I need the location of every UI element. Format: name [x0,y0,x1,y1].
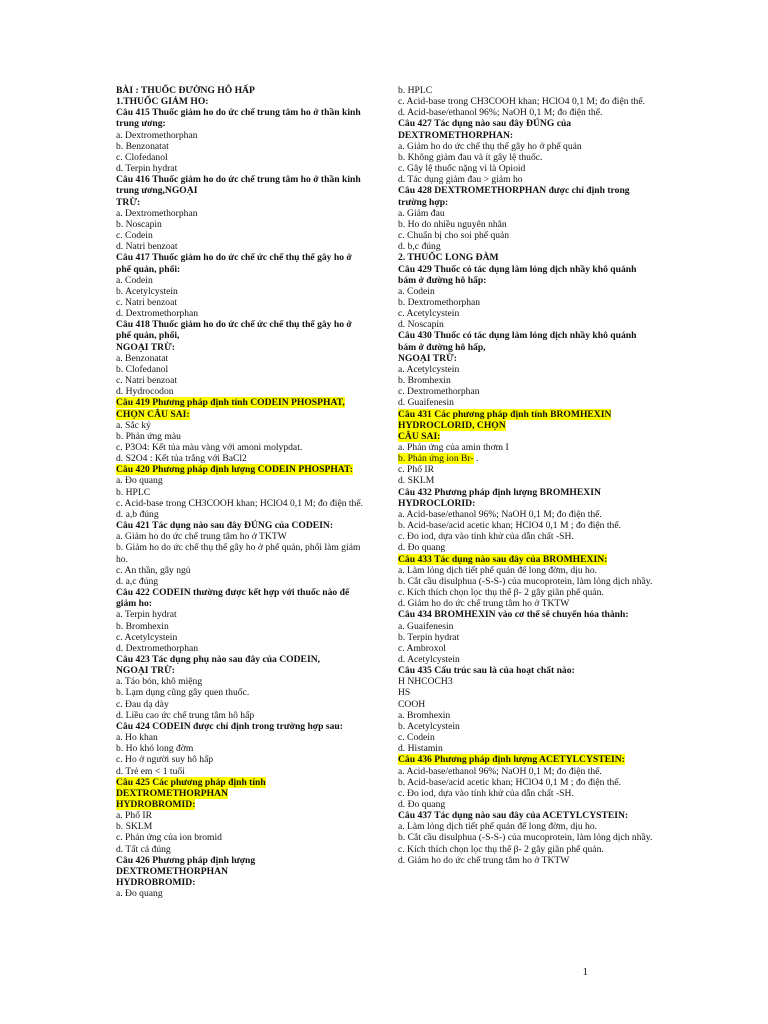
line-text: d. Acid-base/ethanol 96%; NaOH 0,1 M; đo điện thế. [398,107,603,119]
line-text: b. HPLC [116,486,151,498]
line-text: d. Tất cả đúng [116,843,171,855]
line-text: COOH [398,698,426,710]
document-line: b. Phản ứng ion Br- . [398,453,479,465]
line-text: d. Dextromethorphan [116,642,199,654]
line-text: a. Phản ứng của amin thơm I [398,442,509,453]
document-line [398,208,654,219]
document-line [398,230,654,241]
line-text: Câu 424 CODEIN được chỉ định trong trường hợp sau: [116,720,343,732]
document-line [398,832,654,843]
document-line [398,542,654,553]
question-text [116,464,368,475]
document-line [116,788,368,799]
document-line [398,174,654,185]
document-line [398,286,654,297]
document-line [116,832,368,843]
highlighted-text: Câu 433 Tác dụng nào sau đây của BROMHEXIN: [398,553,608,565]
document-line [398,397,654,408]
document-line [398,152,654,163]
question-text [116,319,368,341]
document-line [116,687,368,698]
line-text: BÀI : THUỐC ĐƯỜNG HÔ HẤP [116,85,255,96]
question-text [398,118,654,129]
line-text: b. Lạm dụng cũng gây quen thuốc. [116,687,250,699]
line-text: d. Noscapin [398,319,444,331]
highlighted-text: b. Phản ứng ion Br- [398,453,474,465]
question-text [398,487,654,509]
document-line [398,654,654,665]
line-text: d. Đo quang [398,542,446,554]
document-line [398,721,654,732]
document-line [398,632,654,643]
document-line [398,163,654,174]
line-text: c. Gây lệ thuốc nặng vì là Opioid [398,163,526,175]
document-line [116,509,368,520]
document-line [398,520,654,531]
line-text: b. Dextromethorphan [398,296,481,308]
line-text: a. Đo quang [116,475,163,487]
document-line [116,821,368,832]
document-line [398,364,654,375]
line-text: b. Cắt cầu disulphua (-S-S-) của mucoprotein, làm lỏng dịch nhầy. [398,575,653,587]
document-line [398,687,654,698]
document-line [398,442,654,453]
document-line [116,453,368,464]
line-text: d. Đo quang [398,799,446,810]
line-text: c. Ambroxol [398,642,446,654]
document-line [398,85,654,96]
line-text: a. Acetylcystein [398,363,460,375]
document-line [398,96,654,107]
line-text: c. Codein [398,732,435,744]
document-line [116,85,368,96]
document-line [398,297,654,308]
document-line [398,431,654,442]
document-line [398,219,654,230]
highlighted-text: Câu 436 Phương pháp định lượng ACETYLCYSTEIN: [398,754,625,766]
line-text: c. Natri benzoat [116,375,177,387]
line-text: b. Cắt cầu disulphua (-S-S-) của mucoprotein, làm lỏng dịch nhầy. [398,832,653,844]
document-line [116,431,368,442]
document-line [116,375,368,386]
line-text: d. Tác dụng giảm đau > giảm ho [398,174,523,186]
line-text: a. Codein [116,274,153,286]
line-text: b. Acid-base/acid acetic khan; HClO4 0,1 M ; đo điện thế. [398,776,621,788]
line-text: d. Hydrocodon [116,386,174,398]
line-text: d. Giảm ho do ức chế trung tâm ho ở TKTW [398,854,570,866]
document-line [116,576,368,587]
document-line [116,96,368,107]
line-text: b. Clofedanol [116,363,169,375]
document-line [116,308,368,319]
document-line [398,621,654,632]
document-line [116,754,368,765]
document-line [116,208,368,219]
document-line [116,230,368,241]
line-text: d. SKLM [398,475,435,487]
line-text: Câu 417 Thuốc giảm ho do ức chế ức chế thụ thể gây ho ở phế quản, phổi: [116,252,352,275]
line-text: c. Đo iod, dựa vào tính khử của dẫn chất -SH. [398,531,574,543]
document-line [116,866,368,877]
document-line [398,743,654,754]
line-text: a. Dextromethorphan [116,207,198,219]
question-text [116,721,368,732]
document-line [116,888,368,899]
line-text: Câu 434 BROMHEXIN vào cơ thể sẽ chuyển hóa thành: [398,609,629,621]
line-text: 2. THUỐC LONG ĐÀM [398,252,499,264]
line-text: d. Guaifenesin [398,397,454,409]
document-line [116,565,368,576]
line-text: Câu 418 Thuốc giảm ho do ức chế ức chế thụ thể gây ho ở phế quản, phổi, [116,319,352,342]
question-text [116,587,368,609]
question-text [116,520,368,531]
document-line [116,799,368,810]
question-text [398,409,654,431]
line-text: Câu 426 Phương pháp định lượng [116,854,256,866]
line-text: c. Acetylcystein [116,631,178,643]
document-line [398,353,654,364]
document-line [398,531,654,542]
line-text: a. Đo quang [116,888,163,900]
document-line [116,353,368,364]
line-text: Câu 415 Thuốc giảm ho do ức chế trung tâm ho ở thần kinh trung ương: [116,107,361,130]
question-text [398,264,654,286]
line-text: Câu 423 Tác dụng phụ nào sau đây của CODEIN, [116,653,321,665]
line-text: a. Guaifenesin [398,620,454,632]
document-line [398,699,654,710]
document-line [398,844,654,855]
line-text: b. Noscapin [116,218,162,230]
document-line [116,163,368,174]
line-text: c. Phổ IR [398,464,434,476]
line-text: d. Natri benzoat [116,241,178,253]
line-text: H NHCOCH3 [398,676,453,688]
question-text [398,609,654,620]
line-text: c. Đo iod, dựa vào tính khử của dẫn chất -SH. [398,787,574,799]
document-line [116,241,368,252]
document-line [116,643,368,654]
line-text: Câu 427 Tác dụng nào sau đây ĐÚNG của [398,118,572,130]
line-text: b. SKLM [116,821,153,833]
line-text: a. Giảm đau [398,207,445,219]
highlighted-text: Câu 431 Các phương pháp định tính BROMHEXIN HYDROCLORID, CHỌN [398,408,612,431]
line-text: b. Acetylcystein [116,285,178,297]
left-column [116,85,368,899]
line-text: d. a,b đúng [116,508,159,520]
document-line [116,676,368,687]
line-text: c. Natri benzoat [116,296,177,308]
document-line [398,252,654,263]
line-text: TRỪ: [116,196,141,208]
document-line [116,609,368,620]
document-line [398,241,654,252]
document-line [116,364,368,375]
line-text: d. Terpin hydrat [116,163,178,175]
line-text: c. Phản ứng của ion bromid [116,832,222,844]
question-text [398,554,654,565]
document-line [116,877,368,888]
document-line [398,464,654,475]
line-text: c. Kích thích chọn lọc thụ thể β- 2 gây giãn phế quản. [398,843,604,855]
line-text: c. Acetylcystein [398,308,460,320]
line-text: DEXTROMETHORPHAN [116,865,228,877]
line-text: HYDROBROMID: [116,877,196,889]
line-text: b. Phản ứng màu [116,430,181,442]
line-text: a. Dextromethorphan [116,129,198,141]
document-line [398,676,654,687]
document-line [398,565,654,576]
line-text: Câu 422 CODEIN thường được kết hợp với thuốc nào để giảm ho: [116,587,350,610]
page-number: 1 [582,966,588,978]
line-text: Câu 429 Thuốc có tác dụng làm lỏng dịch nhầy khô quánh bám ở đường hô hấp: [398,263,637,286]
line-text: d. b,c đúng [398,241,441,253]
line-text: c. P3O4: Kết tủa màu vàng với amoni molypdat. [116,442,303,453]
document-line [398,799,654,810]
line-text: Câu 416 Thuốc giảm ho do ức chế trung tâm ho ở thần kinh trung ương,NGOẠI [116,174,361,197]
line-text: HS [398,687,411,699]
line-text: b. Ho khó long đờm [116,743,194,755]
document-line [116,420,368,431]
document-line [398,855,654,866]
question-text [116,174,368,196]
document-line [398,777,654,788]
line-text: c. Clofedanol [116,151,168,163]
document-line [398,509,654,520]
document-line [116,732,368,743]
line-text: b. Không giảm đau và ít gây lệ thuốc. [398,151,543,163]
document-line [116,665,368,676]
document-line [398,475,654,486]
question-text [116,777,368,788]
line-text: a. Làm lỏng dịch tiết phế quản để long đờm, dịu ho. [398,821,598,833]
document-line [398,107,654,118]
line-text: c. Kích thích chọn lọc thụ thể β- 2 gây giãn phế quản. [398,587,604,599]
line-text: c. Dextromethorphan [398,386,480,398]
document-line [398,319,654,330]
line-text: b. Acetylcystein [398,720,460,732]
line-text: DEXTROMETHORPHAN: [398,129,514,141]
document-line [398,710,654,721]
document-line [116,810,368,821]
document-line [116,141,368,152]
question-text [398,665,654,676]
line-text: d. Liều cao ức chế trung tâm hô hấp [116,709,255,721]
line-text: b. Terpin hydrat [398,631,460,643]
document-line [398,587,654,598]
document-line [398,130,654,141]
line-text: Câu 421 Tác dụng nào sau đây ĐÚNG của CODEIN: [116,520,334,532]
line-text: a. Giảm ho do ức chế trung tâm ho ở TKTW [116,531,287,543]
document-line [116,152,368,163]
right-column [398,85,654,866]
document-line [116,699,368,710]
line-text: NGOẠI TRỪ: [398,352,457,364]
document-line [398,375,654,386]
question-text [116,855,368,866]
line-text: b. Ho do nhiều nguyên nhân [398,218,507,230]
document-line [116,498,368,509]
document-line [398,308,654,319]
line-text: d. Trẻ em < 1 tuổi [116,765,185,777]
line-text: Câu 437 Tác dụng nào sau đây của ACETYLCYSTEIN: [398,810,629,822]
document-line [116,632,368,643]
line-text: c. Acid-base trong CH3COOH khan; HClO4 0,1 M; đo điện thế. [116,497,364,509]
document-line [398,141,654,152]
document-line [116,766,368,777]
line-text: Câu 430 Thuốc có tác dụng làm lỏng dịch nhầy khô quánh bám ở đường hô hấp, [398,330,637,353]
line-text: a. Giảm ho do ức chế thụ thể gây ho ở phế quản [398,140,582,152]
document-line [116,542,368,564]
highlighted-text: CÂU SAI: [398,430,441,442]
highlighted-text: Câu 419 Phương pháp định tính CODEIN PHOSPHAT, CHỌN CÂU SAI: [116,397,345,420]
line-text: b. Acid-base/acid acetic khan; HClO4 0,1 M ; đo điện thế. [398,520,621,532]
line-text: NGOẠI TRỪ: [116,665,175,677]
line-text: b. HPLC [398,85,433,96]
highlighted-text: HYDROBROMID: [116,799,196,810]
line-text: c. An thần, gây ngủ [116,564,191,576]
document-line [116,743,368,754]
document-line [116,621,368,632]
line-text: 1.THUỐC GIẢM HO: [116,96,209,108]
document-line [116,442,368,453]
document-line [116,286,368,297]
line-text: a. Terpin hydrat [116,609,177,621]
document-line [398,576,654,587]
document-line [116,275,368,286]
document-line [398,788,654,799]
line-text: c. Đau dạ dày [116,698,169,710]
document-line [398,732,654,743]
line-text: a. Acid-base/ethanol 96%; NaOH 0,1 M; đo điện thế. [398,765,602,777]
line-text: c. Chuẩn bị cho soi phế quản [398,230,510,242]
document-line [398,386,654,397]
line-text: c. Ho ở người suy hô hấp [116,754,214,766]
question-text [398,810,654,821]
line-text: a. Bromhexin [398,709,451,721]
document-line [116,386,368,397]
line-text: d. Giảm ho do ức chế trung tâm ho ở TKTW [398,598,570,610]
line-text: c. Codein [116,230,153,242]
line-text: d. Histamin [398,743,443,755]
line-text: Câu 432 Phương pháp định lượng BROMHEXIN HYDROCLORID: [398,486,601,509]
highlighted-text: DEXTROMETHORPHAN [116,787,228,799]
document-line [116,342,368,353]
document-line [398,821,654,832]
question-text [116,654,368,665]
document-line [116,475,368,486]
line-text: a. Làm lỏng dịch tiết phế quản để long đờm, dịu ho. [398,564,598,576]
line-text: d. S2O4 : Kết tủa trắng với BaCl2 [116,453,247,465]
document-line [116,219,368,230]
line-text: b. Benzonatat [116,140,169,152]
line-text: a. Codein [398,285,435,297]
question-text [116,397,368,419]
question-text [398,185,654,207]
document-line [398,766,654,777]
line-text: a. Acid-base/ethanol 96%; NaOH 0,1 M; đo điện thế. [398,508,602,520]
document-line [398,598,654,609]
document-line [116,844,368,855]
document-line [116,487,368,498]
line-text: a. Sắc ký [116,419,151,431]
question-text [398,754,654,765]
line-text: a. Táo bón, khô miệng [116,676,203,688]
highlighted-text: Câu 425 Các phương pháp định tính [116,776,266,788]
document-line [116,531,368,542]
line-text: Câu 435 Cấu trúc sau là của hoạt chất nào: [398,665,575,677]
highlighted-text: Câu 420 Phương pháp định lượng CODEIN PHOSPHAT: [116,464,353,476]
line-text: Câu 428 DEXTROMETHORPHAN được chỉ định trong trường hợp: [398,185,630,208]
question-text [116,107,368,129]
line-text: a. Ho khan [116,732,158,744]
document-line [398,643,654,654]
document-line [116,297,368,308]
line-text: a. Phổ IR [116,810,152,822]
line-text: b. Bromhexin [116,620,169,632]
line-text: d. Acetylcystein [398,653,460,665]
line-text: b. Giảm ho do ức chế thụ thể gây ho ở phế quản, phổi làm giảm ho. [116,542,361,565]
document-line [116,197,368,208]
line-text: NGOẠI TRỪ: [116,341,175,353]
question-text [116,252,368,274]
document-line [116,710,368,721]
line-text: d. Dextromethorphan [116,308,199,320]
line-text: a. Benzonatat [116,352,169,364]
question-text [398,330,654,352]
document-line [116,130,368,141]
line-text: c. Acid-base trong CH3COOH khan; HClO4 0,1 M; đo điện thế. [398,96,646,108]
line-text: d. a,c đúng [116,575,159,587]
line-text: b. Bromhexin [398,375,451,387]
